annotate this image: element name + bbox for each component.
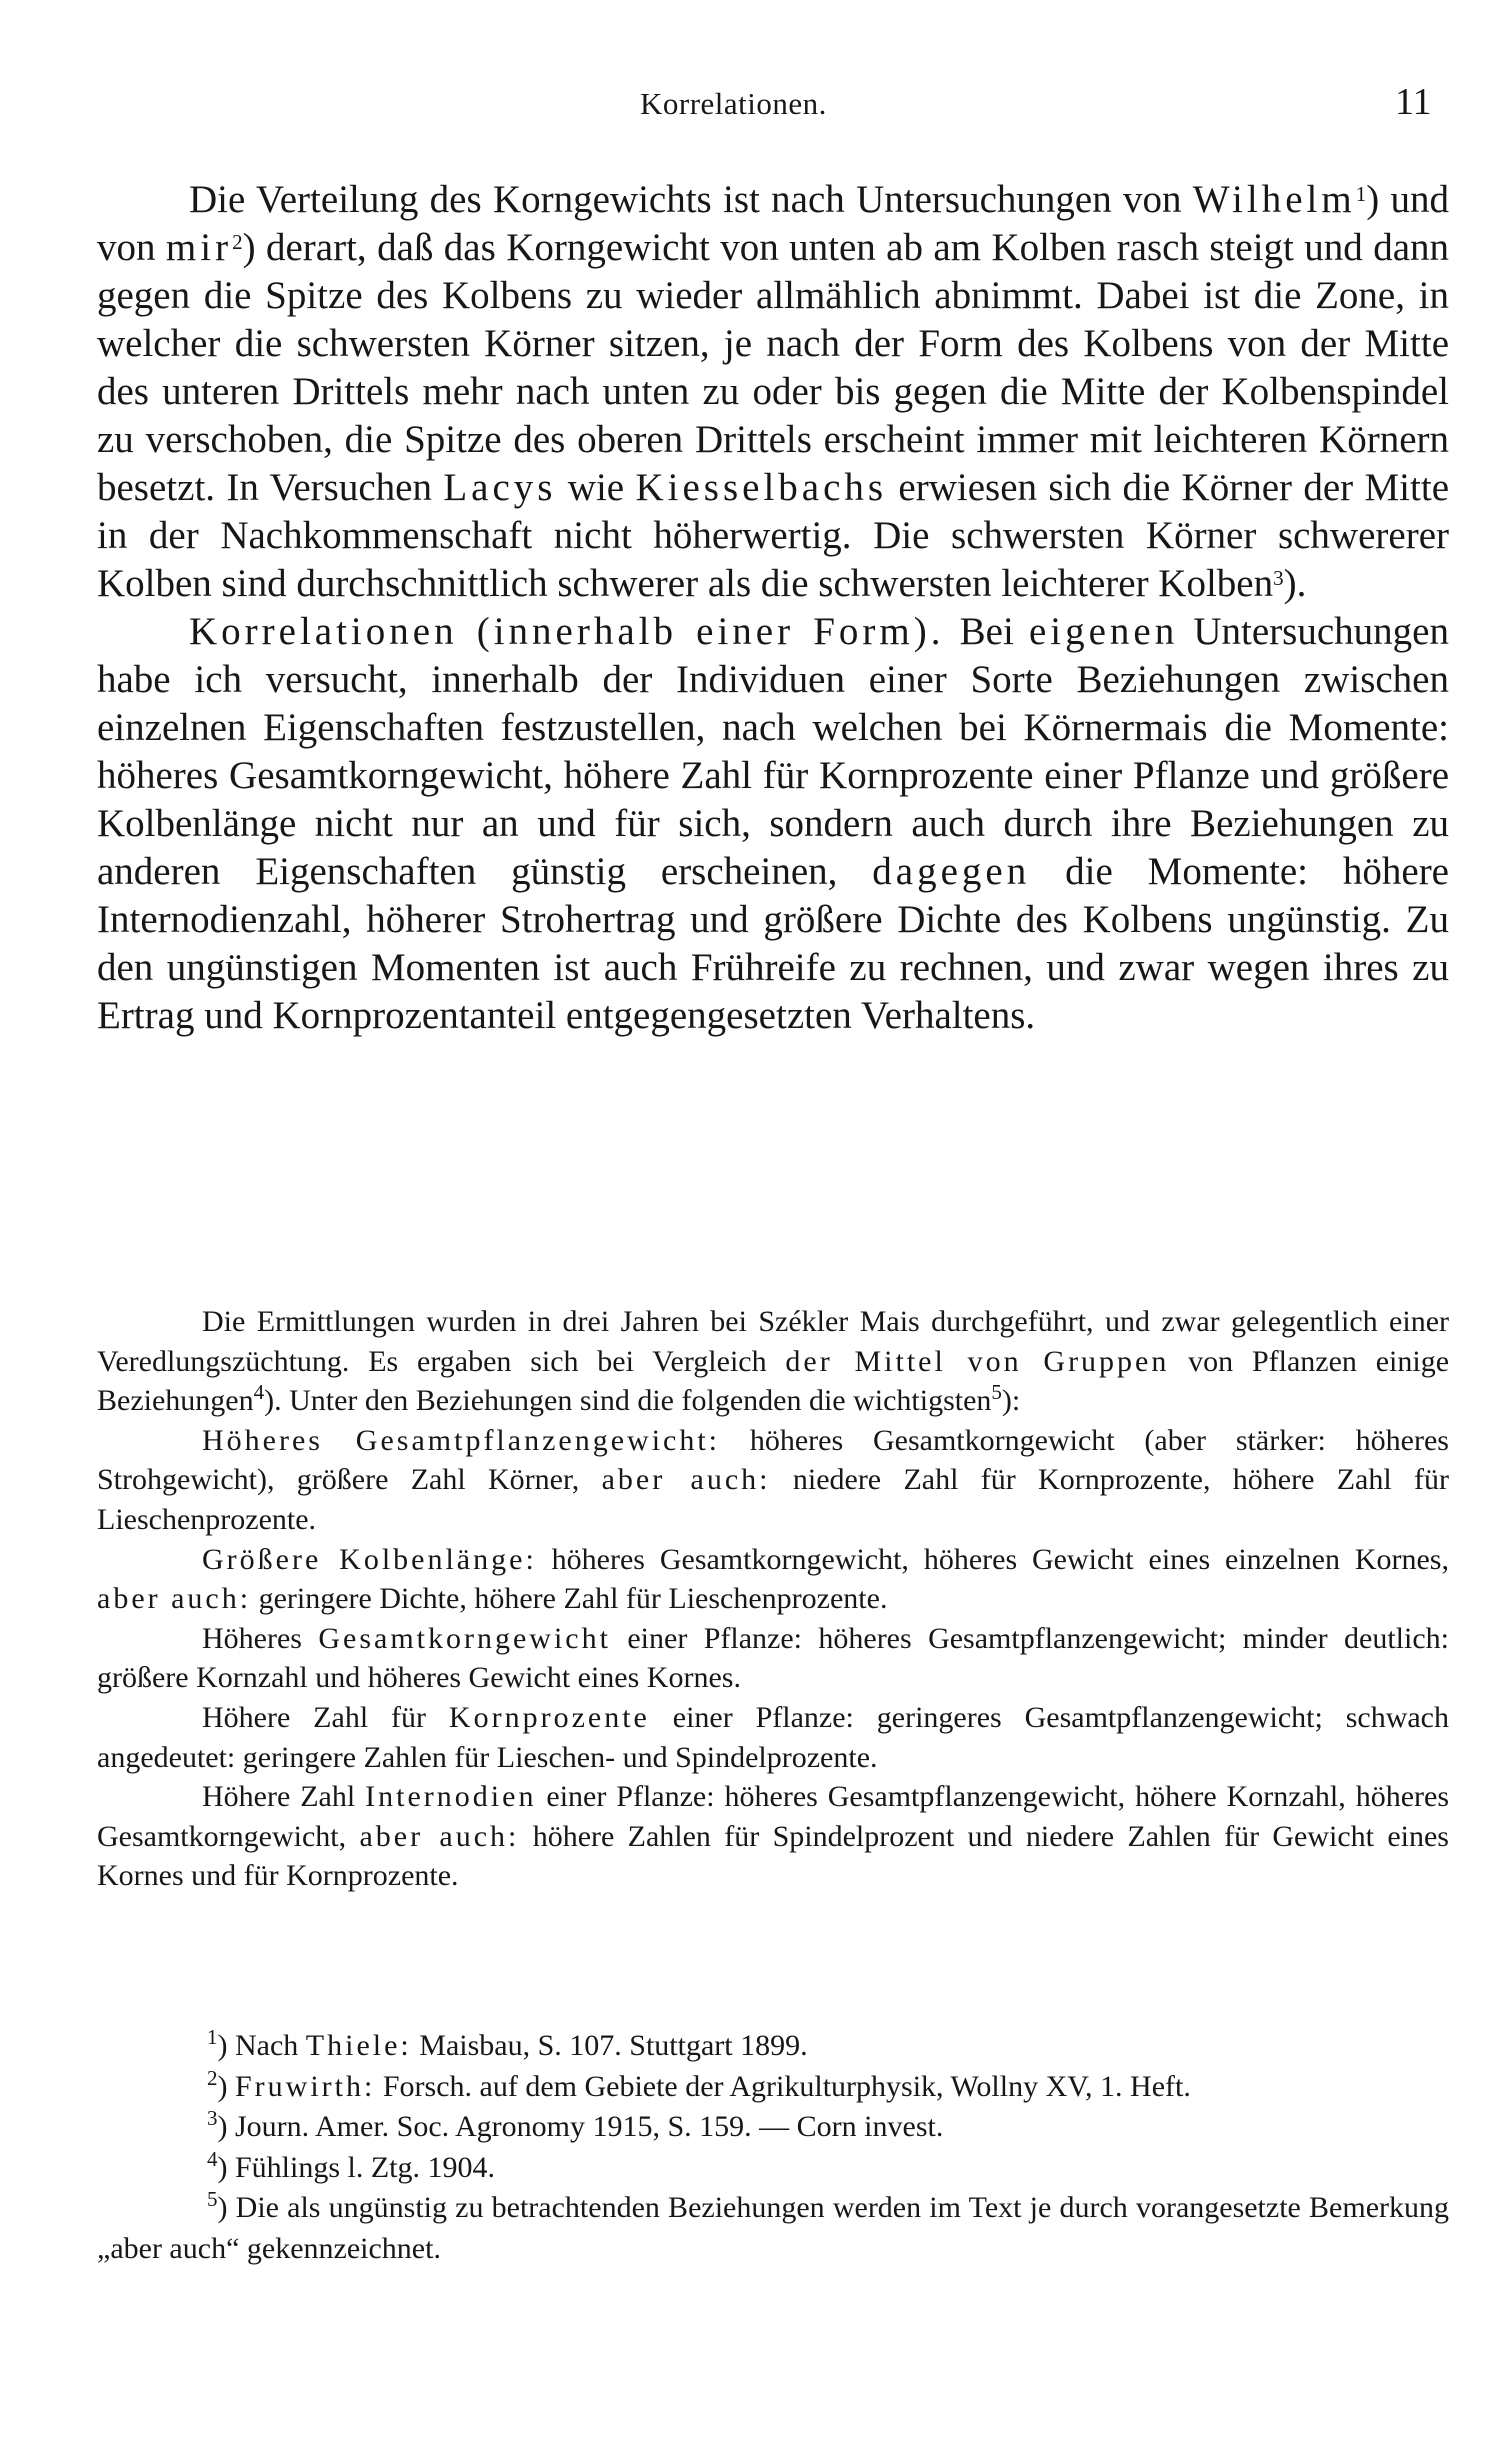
author-name: Fruwirth:: [235, 2069, 376, 2103]
small-paragraph-internodes: Höhere Zahl Internodien einer Pflanze: höheres Gesamtpflanzengewicht, höhere Kornzahl, höheres Gesamtkorngewicht, aber auch: höhere Zahlen für Spindelprozent und niedere Zahlen für Gewicht eines Kornes und für Kornprozente.: [97, 1780, 1449, 1893]
emphasis: Internodien: [365, 1780, 537, 1814]
emphasis: dagegen: [872, 850, 1031, 893]
paragraph-corn-weight-distribution: Die Verteilung des Korngewichts ist nach Untersuchungen von Wilhelm$^1$) und von mir$^2$) derart, daß das Korngewicht von unten ab am Kolben rasch steigt und dann gegen die Spitze des Kolbens zu wieder allmählich abnimmt. Dabei ist die Zone, in welcher die schwersten Körner sitzen, je nach der Form des Kolbens von der Mitte des unteren Drittels mehr nach unten zu oder bis gegen die Mitte der Kolbenspindel zu verschoben, die Spitze des oberen Drittels erscheint immer mit leichteren Körnern besetzt. In Versuchen Lacys wie Kiesselbachs erwiesen sich die Körner der Mitte in der Nachkommenschaft nicht höherwertig. Die schwersten Körner schwererer Kolben sind durchschnittlich schwerer als die schwersten leichterer Kolben$^3$).: [97, 178, 1450, 605]
footnote-4: $^4$) Fühlings l. Ztg. 1904.: [207, 2146, 496, 2184]
page-number: 11: [1395, 81, 1432, 123]
footnote-5: $^5$) Die als ungünstig zu betrachtenden Beziehungen werden im Text je durch vorangesetzte Bemerkung „aber auch“ gekennzeichnet.: [97, 2187, 1449, 2265]
emphasis: aber auch:: [97, 1582, 252, 1616]
small-paragraph-cob-length: Größere Kolbenlänge: höheres Gesamtkorngewicht, höheres Gewicht eines einzelnen Kornes, aber auch: geringere Dichte, höhere Zahl für Lieschenprozente.: [97, 1542, 1449, 1616]
author-name: Thiele:: [305, 2029, 412, 2062]
emphasis: Höheres Gesamtpflanzengewicht:: [202, 1423, 721, 1457]
small-paragraph-grain-percent: Höhere Zahl für Kornprozente einer Pflanze: geringeres Gesamtpflanzengewicht; schwach angedeutet: geringere Zahlen für Lieschen- und Spindelprozente.: [97, 1700, 1449, 1774]
footnote-reference: 5: [991, 1380, 1002, 1405]
emphasis: aber auch:: [359, 1819, 520, 1853]
footnote-2: $^2$) Fruwirth: Forsch. auf dem Gebiete der Agrikulturphysik, Wollny XV, 1. Heft.: [207, 2065, 1191, 2103]
running-header: Korrelationen.: [640, 86, 827, 121]
author-name: Kiesselbachs: [635, 466, 888, 509]
author-name: mir: [165, 226, 233, 269]
emphasis: eigenen: [1028, 610, 1179, 653]
emphasis: Gesamtkorngewicht: [318, 1621, 611, 1655]
footnote-reference: 2: [232, 230, 243, 254]
section-heading: Korrelationen (innerhalb einer Form).: [189, 610, 945, 653]
footnote-number: 3: [207, 2106, 218, 2130]
small-paragraph-methods: Die Ermittlungen wurden in drei Jahren bei Székler Mais durchgeführt, und zwar gelegentlich einer Veredlungszüchtung. Es ergaben sich bei Vergleich der Mittel von Gruppen von Pflanzen einige Beziehungen$^4$). Unter den Beziehungen sind die folgenden die wichtigsten$^5$):: [97, 1305, 1450, 1418]
emphasis: der Mittel von Gruppen: [785, 1344, 1170, 1378]
footnote-reference: 4: [253, 1380, 265, 1405]
emphasis: aber auch:: [601, 1463, 771, 1497]
footnote-number: 2: [207, 2065, 218, 2090]
small-paragraph-plant-weight: Höheres Gesamtpflanzengewicht: höheres Gesamtkorngewicht (aber stärker: höheres Strohgewicht), größere Zahl Körner, aber auch: niedere Zahl für Kornprozente, höhere Zahl für Lieschenprozente.: [97, 1423, 1450, 1536]
footnote-3: $^3$) Journ. Amer. Soc. Agronomy 1915, S. 159. — Corn invest.: [207, 2106, 944, 2143]
author-name: Wilhelm: [1192, 178, 1356, 221]
footnotes: [97, 2026, 1449, 2269]
small-paragraph-grain-weight: Höheres Gesamtkorngewicht einer Pflanze: höheres Gesamtpflanzengewicht; minder deutlich: größere Kornzahl und höheres Gewicht eines Kornes.: [97, 1621, 1450, 1695]
emphasis: Größere Kolbenlänge:: [202, 1542, 537, 1576]
paragraph-correlations: Korrelationen (innerhalb einer Form). Bei eigenen Untersuchungen habe ich versucht, innerhalb der Individuen einer Sorte Beziehungen zwischen einzelnen Eigenschaften festzustellen, nach welchen bei Körnermais die Momente: höheres Gesamtkorngewicht, höhere Zahl für Kornprozente einer Pflanze und größere Kolbenlänge nicht nur an und für sich, sondern auch durch ihre Beziehungen zu anderen Eigenschaften günstig erscheinen, dagegen die Momente: höhere Internodienzahl, höherer Strohertrag und größere Dichte des Kolbens ungünstig. Zu den ungünstigen Momenten ist auch Frühreife zu rechnen, und zwar wegen ihres zu Ertrag und Kornprozentanteil entgegengesetzten Verhaltens.: [97, 610, 1449, 1037]
footnote-reference: 1: [1355, 182, 1367, 206]
footnote-number: 5: [207, 2187, 218, 2211]
author-name: Lacys: [443, 466, 557, 509]
footnote-1: $^1$) Nach Thiele: Maisbau, S. 107. Stuttgart 1899.: [207, 2025, 808, 2062]
small-print-section: [97, 1302, 1449, 1896]
footnote-number: 4: [207, 2146, 218, 2171]
footnote-number: 1: [207, 2025, 218, 2049]
main-text: [97, 176, 1449, 1040]
emphasis: Kornprozente: [448, 1700, 650, 1734]
footnote-reference: 3: [1273, 566, 1284, 590]
